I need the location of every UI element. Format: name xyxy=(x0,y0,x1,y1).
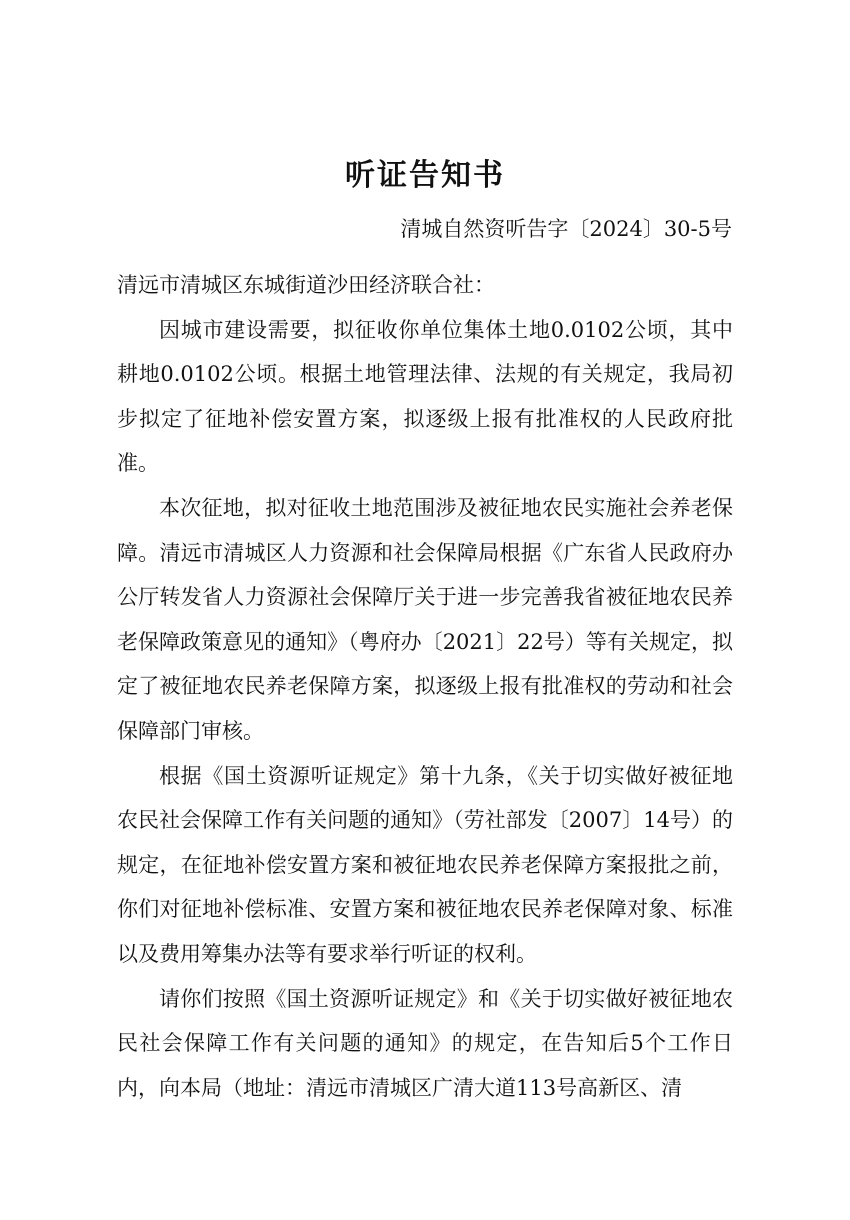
paragraph-land-requisition: 因城市建设需要，拟征收你单位集体土地0.0102公顷，其中耕地0.0102公顷。根据土地管理法律、法规的有关规定，我局初步拟定了征地补偿安置方案，拟逐级上报有批准权的人民政府批准。 xyxy=(117,317,733,476)
paragraph-hearing-request: 请你们按照《国土资源听证规定》和《关于切实做好被征地农民社会保障工作有关问题的通知》的规定，在告知后5个工作日内，向本局（地址：清远市清城区广清大道113号高新区、清 xyxy=(117,986,733,1100)
document-body xyxy=(117,263,733,1110)
document-number: 清城自然资听告字〔2024〕30-5号 xyxy=(400,217,732,241)
salutation: 清远市清城区东城街道沙田经济联合社： xyxy=(117,273,495,297)
paragraph-social-security: 本次征地，拟对征收土地范围涉及被征地农民实施社会养老保障。清远市清城区人力资源和社会保障局根据《广东省人民政府办公厅转发省人力资源社会保障厅关于进一步完善我省被征地农民养老保障政策意见的通知》（粤府办〔2021〕22号）等有关规定，拟定了被征地农民养老保障方案，拟逐级上报有批准权的劳动和社会保障部门审核。 xyxy=(117,495,733,743)
document-title: 听证告知书 xyxy=(345,158,505,193)
paragraph-hearing-rights: 根据《国土资源听证规定》第十九条，《关于切实做好被征地农民社会保障工作有关问题的通知》（劳社部发〔2007〕14号）的规定，在征地补偿安置方案和被征地农民养老保障方案报批之前，你们对征地补偿标准、安置方案和被征地农民养老保障对象、标准以及费用筹集办法等有要求举行听证的权利。 xyxy=(117,763,733,966)
